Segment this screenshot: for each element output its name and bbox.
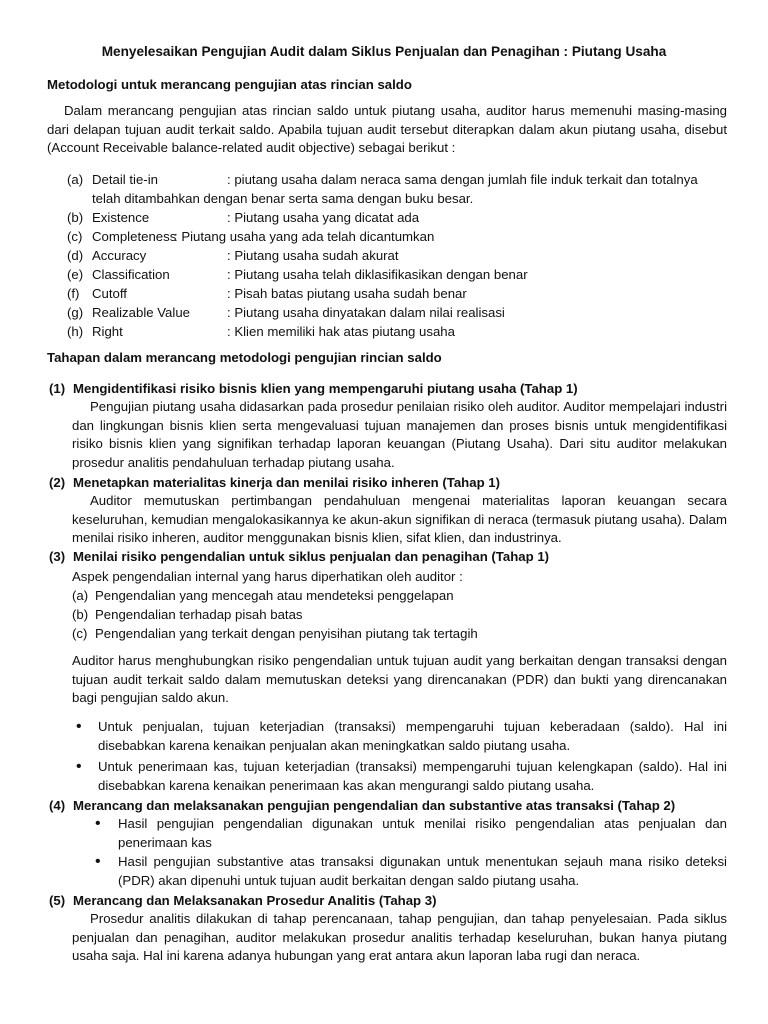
intro-paragraph: Dalam merancang pengujian atas rincian saldo untuk piutang usaha, auditor harus memenuhi masing-masing dari delapan tujuan audit terkait saldo. Apabila tujuan audit tersebut diterapkan dalam akun piutang usaha, disebut (Account Receivable balance-related audit objective) sebagai berikut : xyxy=(47,103,727,156)
document-title: Menyelesaikan Pengujian Audit dalam Siklus Penjualan dan Penagihan : Piutang Usaha xyxy=(101,44,667,59)
step-lead-text: Aspek pengendalian internal yang harus diperhatikan oleh auditor : xyxy=(72,569,463,584)
step-paragraph: Auditor memutuskan pertimbangan pendahuluan mengenai materialitas laporan keuangan secara keseluruhan, kemudian mengalokasikannya ke akun-akun signifikan di neraca (termasuk piutang usaha). Dalam menilai risiko inheren, auditor menggunakan bisnis klien, sifat klien, dan industrinya. xyxy=(72,493,727,546)
bullet-icon: • xyxy=(76,758,82,775)
step-paragraph: Prosedur analitis dilakukan di tahap perencanaan, tahap pengujian, dan tahap penyelesaian. Pada siklus penjualan dan penagihan, auditor melakukan prosedur analitis terhadap keseluruhan, bukan hanya piutang usaha saja. Hal ini karena adanya hubungan yang erat antara akun laporan laba rugi dan neraca. xyxy=(72,911,727,964)
step-paragraph: Pengujian piutang usaha didasarkan pada prosedur penilaian risiko oleh auditor. Auditor mempelajari industri dan lingkungan bisnis klien serta mengevaluasi tujuan manajemen dan proses bisnis untuk mengidentifikasi risiko bisnis klien yang signifikan terhadap laporan keuangan (Piutang Usaha). Dari situ auditor melakukan prosedur analitis pendahuluan terhadap piutang usaha. xyxy=(72,399,727,470)
bullet-icon: • xyxy=(95,815,101,832)
bullet-icon: • xyxy=(76,718,82,735)
step-paragraph: Auditor harus menghubungkan risiko pengendalian untuk tujuan audit yang berkaitan dengan transaksi dengan tujuan audit terkait saldo dalam memutuskan deteksi yang direncanakan (PDR) dan bukti yang direncanakan bagi pengujian saldo akun. xyxy=(72,653,727,706)
document-page: Menyelesaikan Pengujian Audit dalam Siklus Penjualan dan Penagihan : Piutang Usaha Metodologi untuk merancang pengujian atas rincian saldo Dalam merancang pengujian atas rincian saldo untuk piutang usaha, auditor harus memenuhi masing-masing dari delapan tujuan audit terkait saldo. Apabila tujuan audit tersebut diterapkan dalam akun piutang usaha, disebut (Account Receivable balance-related audit objective) sebagai berikut : (a) Detail tie-in : piutang usaha dalam neraca sama dengan jumlah file induk terkait dan totalnya telah ditambahkan dengan benar serta sama dengan buku besar. (b) Existence : Piutang usaha yang dicatat ada (c) Completeness : Piutang usaha yang ada telah dicantumkan (d) Accuracy : Piutang usaha sudah akurat (e) Classification : Piutang usaha telah diklasifikasikan dengan benar (f) Cutoff : Pisah batas piutang usaha sudah benar (g) Realizable Value : Piutang usaha dinyatakan dalam nilai realisasi (h) Right : Klien memiliki hak atas piutang usaha Tahapan dalam merancang metodologi pengujian rincian saldo (1) Mengidentifikasi risiko bisnis klien yang mempengaruhi piutang usaha (Tahap 1) Pengujian piutang usaha didasarkan pada prosedur penilaian risiko oleh auditor. Auditor mempelajari industri dan lingkungan bisnis klien serta mengevaluasi tujuan manajemen dan proses bisnis untuk mengidentifikasi risiko bisnis klien yang signifikan terhadap laporan keuangan (Piutang Usaha). Dari situ auditor melakukan prosedur analitis pendahuluan terhadap piutang usaha. (2) Menetapkan materialitas kinerja dan menilai risiko inheren (Tahap 1) Auditor memutuskan pertimbangan pendahuluan mengenai materialitas laporan keuangan secara keseluruhan, kemudian mengalokasikannya ke akun-akun signifikan di neraca (termasuk piutang usaha). Dalam menilai risiko inheren, auditor menggunakan bisnis klien, sifat klien, dan industrinya. (3) Menilai risiko pengendalian untuk siklus penjualan dan penagihan (Tahap 1) Aspek pengendalian internal yang harus diperhatikan oleh auditor : (a) Pengendalian yang mencegah atau mendeteksi penggelapan (b) Pengendalian terhadap pisah batas (c) Pengendalian yang terkait dengan penyisihan piutang tak tertagih Auditor harus menghubungkan risiko pengendalian untuk tujuan audit yang berkaitan dengan transaksi dengan tujuan audit terkait saldo dalam memutuskan deteksi yang direncanakan (PDR) dan bukti yang direncanakan bagi pengujian saldo akun. • Untuk penjualan, tujuan keterjadian (transaksi) mempengaruhi tujuan keberadaan (saldo). Hal ini disebabkan karena kenaikan penjualan akan meningkatkan saldo piutang usaha. • Untuk penerimaan kas, tujuan keterjadian (transaksi) mempengaruhi tujuan kelengkapan (saldo). Hal ini disebabkan karena kenaikan penerimaan kas akan mengurangi saldo piutang usaha. (4) Merancang dan melaksanakan pengujian pengendalian dan substantive atas transaksi (Tahap 2) • Hasil pengujian pengendalian digunakan untuk menilai risiko pengendalian atas penjualan dan penerimaan kas • Hasil pengujian substantive atas transaksi digunakan untuk menentukan sejauh mana risiko deteksi (PDR) akan dipenuhi untuk tujuan audit berkaitan dengan saldo piutang usaha. (5) Merancang dan Melaksanakan Prosedur Analitis (Tahap 3) Prosedur analitis dilakukan di tahap perencanaan, tahap pengujian, dan tahap penyelesaian. Pada siklus penjualan dan penagihan, auditor melakukan prosedur analitis terhadap keseluruhan, bukan hanya piutang usaha saja. Hal ini karena adanya hubungan yang erat antara akun laporan laba rugi dan neraca. xyxy=(0,0,768,1024)
section-heading-stages: Tahapan dalam merancang metodologi pengujian rincian saldo xyxy=(47,350,442,365)
bullet-icon: • xyxy=(95,853,101,870)
section-heading-methodology: Metodologi untuk merancang pengujian atas rincian saldo xyxy=(47,77,412,92)
